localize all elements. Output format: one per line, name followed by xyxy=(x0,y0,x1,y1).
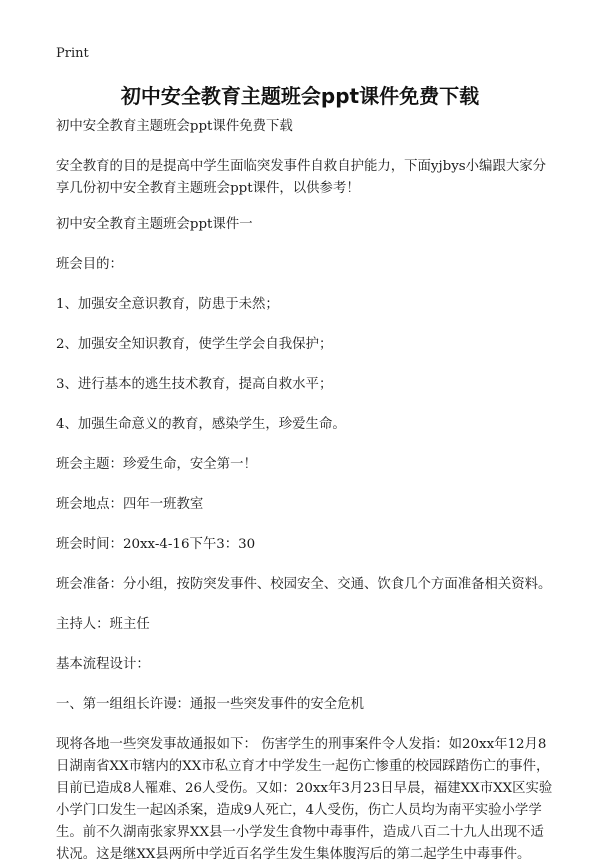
goal-item-1: 1、加强安全意识教育，防患于未然； xyxy=(56,297,279,312)
goal-heading: 班会目的： xyxy=(56,257,123,272)
meeting-theme: 班会主题：珍爱生命，安全第一！ xyxy=(56,457,257,472)
meeting-preparation: 班会准备：分小组，按防突发事件、校园安全、交通、饮食几个方面准备相关资料。 xyxy=(56,577,552,592)
process-heading: 基本流程设计： xyxy=(56,657,150,672)
subtitle-paragraph: 初中安全教育主题班会ppt课件免费下载 xyxy=(56,119,293,134)
meeting-host: 主持人：班主任 xyxy=(56,617,150,632)
incident-report-paragraph: 现将各地一些突发事故通报如下： 伤害学生的刑事案件令人发指：如20xx年12月8日湖南省XX市辖内的XX市私立育才中学发生一起伤亡惨重的校园踩踏伤亡的事件，目前已造成8人罹难、26人受伤。又如：20xx年3月23日早晨，福建XX市XX区实验小学门口发生一起凶杀案，造成9人死亡，4人受伤，伤亡人员均为南平实验小学学生。前不久湖南张家界XX县一小学发生食物中毒事件，造成八百二十九人出现不适状况。这是继XX县两所中学近百名学生发生集体腹泻后的第二起学生中毒事件。 xyxy=(56,737,553,862)
goal-item-3: 3、进行基本的逃生技术教育，提高自救水平； xyxy=(56,377,333,392)
intro-paragraph: 安全教育的目的是提高中学生面临突发事件自救自护能力，下面yjbys小编跟大家分享几份初中安全教育主题班会ppt课件，以供参考！ xyxy=(56,159,547,196)
goal-item-2: 2、加强安全知识教育，使学生学会自我保护； xyxy=(56,337,333,352)
process-step-1: 一、第一组组长许谩：通报一些突发事件的安全危机 xyxy=(56,697,364,712)
page-title: 初中安全教育主题班会ppt课件免费下载 xyxy=(120,84,480,108)
meeting-time: 班会时间：20xx-4-16下午3：30 xyxy=(56,537,256,552)
document-body xyxy=(56,116,556,866)
section-heading: 初中安全教育主题班会ppt课件一 xyxy=(56,217,253,232)
print-label[interactable]: Print xyxy=(56,46,89,61)
meeting-location: 班会地点：四年一班教室 xyxy=(56,497,204,512)
goal-item-4: 4、加强生命意义的教育，感染学生，珍爱生命。 xyxy=(56,417,346,432)
